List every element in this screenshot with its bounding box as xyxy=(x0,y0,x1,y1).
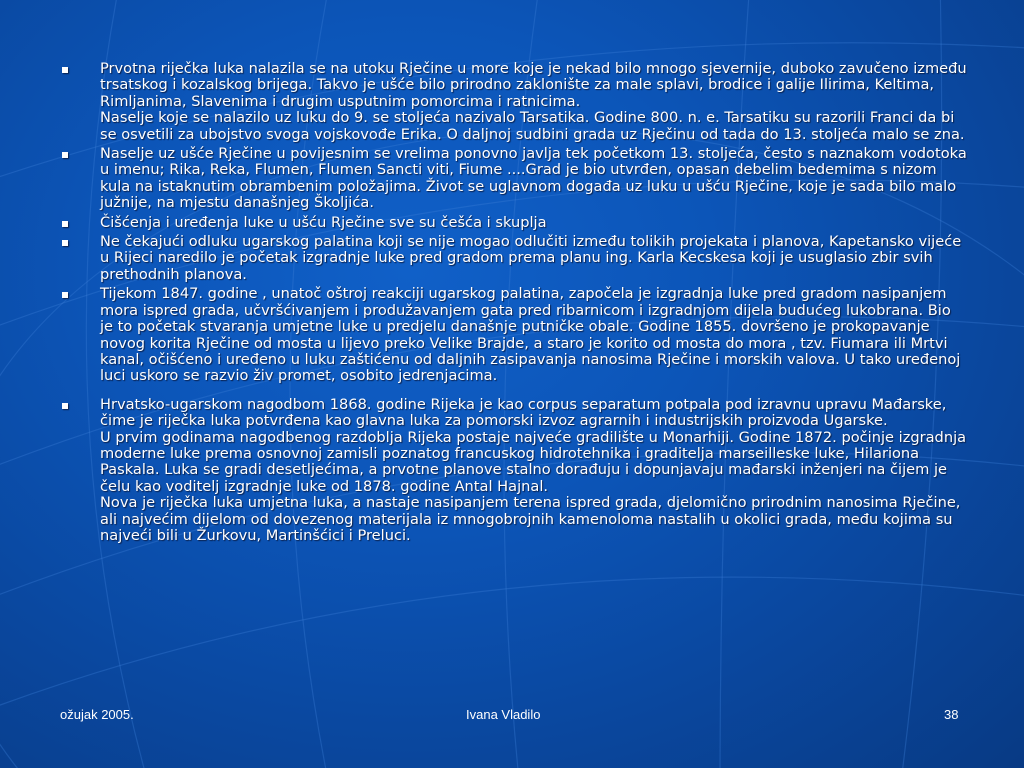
bullet-paragraph: Nova je riječka luka umjetna luka, a nastaje nasipanjem terena ispred grada, djelomično prirodnim nanosima Rječine, ali najvećim dijelom od dovezenog materijala iz mnogobrojnih kamenoloma nastalih u okolici grada, među kojima su najveći bili u Žurkovu, Martinšćici i Preluci. xyxy=(100,494,961,544)
bullet-item xyxy=(56,397,968,545)
footer-page-number: 38 xyxy=(944,707,959,722)
bullet-item xyxy=(56,61,968,143)
bullet-square-icon xyxy=(62,152,68,158)
bullet-square-icon xyxy=(62,292,68,298)
bullet-square-icon xyxy=(62,221,68,227)
bullet-item xyxy=(56,146,968,212)
footer-date: ožujak 2005. xyxy=(60,707,134,722)
bullet-paragraph: Prvotna riječka luka nalazila se na utoku Rječine u more koje je nekad bilo mnogo sjevernije, duboko zavučeno između trsatskog i kozalskog brijega. Takvo je ušće bilo prirodno zaklonište za male splavi, brodice i galije Ilirima, Keltima, Rimljanima, Slavenima i drugim usputnim pomorcima i ratnicima. xyxy=(100,60,967,110)
bullet-paragraph: Tijekom 1847. godine , unatoč oštroj reakciji ugarskog palatina, započela je izgradnja luke pred gradom nasipanjem mora ispred grada, učvršćivanjem i produžavanjem gata pred ribarnicom i izgradnjom dijela budućeg lukobrana. Bio je to početak stvaranja umjetne luke u predjelu današnje putničke obale. Godine 1855. dovršeno je prokopavanje novog korita Rječine od mosta u lijevo preko Velike Brajde, a staro je korito od mosta do mora , tzv. Fiumara ili Mrtvi kanal, očišćeno i uređeno u luku zaštićenu od daljnih zasipavanja nanosima Rječine i morskih valova. U tako uređenoj luci uskoro se razvio živ promet, osobito jedrenjacima. xyxy=(100,285,961,385)
slide-body xyxy=(56,61,968,547)
bullet-paragraph: U prvim godinama nagodbenog razdoblja Rijeka postaje najveće gradilište u Monarhiji. Godine 1872. počinje izgradnja moderne luke prema osnovnoj zamisli poznatog francuskog hidrotehnika i graditelja marseilleske luke, Hilariona Paskala. Luka se gradi desetljećima, a prvotne planove stalno dorađuju i dopunjavaju mađarski inženjeri na čijem je čelu kao voditelj izgradnje luke od 1878. godine Antal Hajnal. xyxy=(100,428,967,495)
footer-author: Ivana Vladilo xyxy=(466,707,541,722)
bullet-item xyxy=(56,286,968,384)
bullet-item xyxy=(56,215,968,231)
bullet-paragraph: Naselje uz ušće Rječine u povijesnim se vrelima ponovno javlja tek početkom 13. stoljeća, često s naznakom vodotoka u imenu; Rika, Reka, Flumen, Flumen Sancti viti, Fiume ....Grad je bio utvrđen, opasan debelim bedemima s nizom kula na istaknutim obrambenim položajima. Život se uglavnom događa uz luku u ušću Rječine, koje je sada bilo malo južnije, na mjestu današnjeg Školjića. xyxy=(100,145,967,212)
bullet-square-icon xyxy=(62,67,68,73)
bullet-paragraph: Hrvatsko-ugarskom nagodbom 1868. godine Rijeka je kao corpus separatum potpala pod izravnu upravu Mađarske, čime je riječka luka potvrđena kao glavna luka za pomorski izvoz agrarnih i industrijskih proizvoda Ugarske. xyxy=(100,395,947,430)
bullet-paragraph: Ne čekajući odluku ugarskog palatina koji se nije mogao odlučiti između tolikih projekata i planova, Kapetansko vijeće u Rijeci naredilo je početak izgradnje luke pred gradom prema planu ing. Karla Kecskesa koji je usuglasio zbir svih prethodnih planova. xyxy=(100,233,962,283)
bullet-paragraph: Čišćenja i uređenja luke u ušću Rječine sve su češća i skuplja xyxy=(100,213,547,231)
bullet-paragraph: Naselje koje se nalazilo uz luku do 9. se stoljeća nazivalo Tarsatika. Godine 800. n. e. Tarsatiku su razorili Franci da bi se osvetili za ubojstvo svoga vojskovođe Erika. O daljnoj sudbini grada uz Rječinu od tada do 13. stoljeća malo se zna. xyxy=(100,109,965,143)
bullet-square-icon xyxy=(62,403,68,409)
bullet-square-icon xyxy=(62,240,68,246)
bullet-item xyxy=(56,234,968,283)
